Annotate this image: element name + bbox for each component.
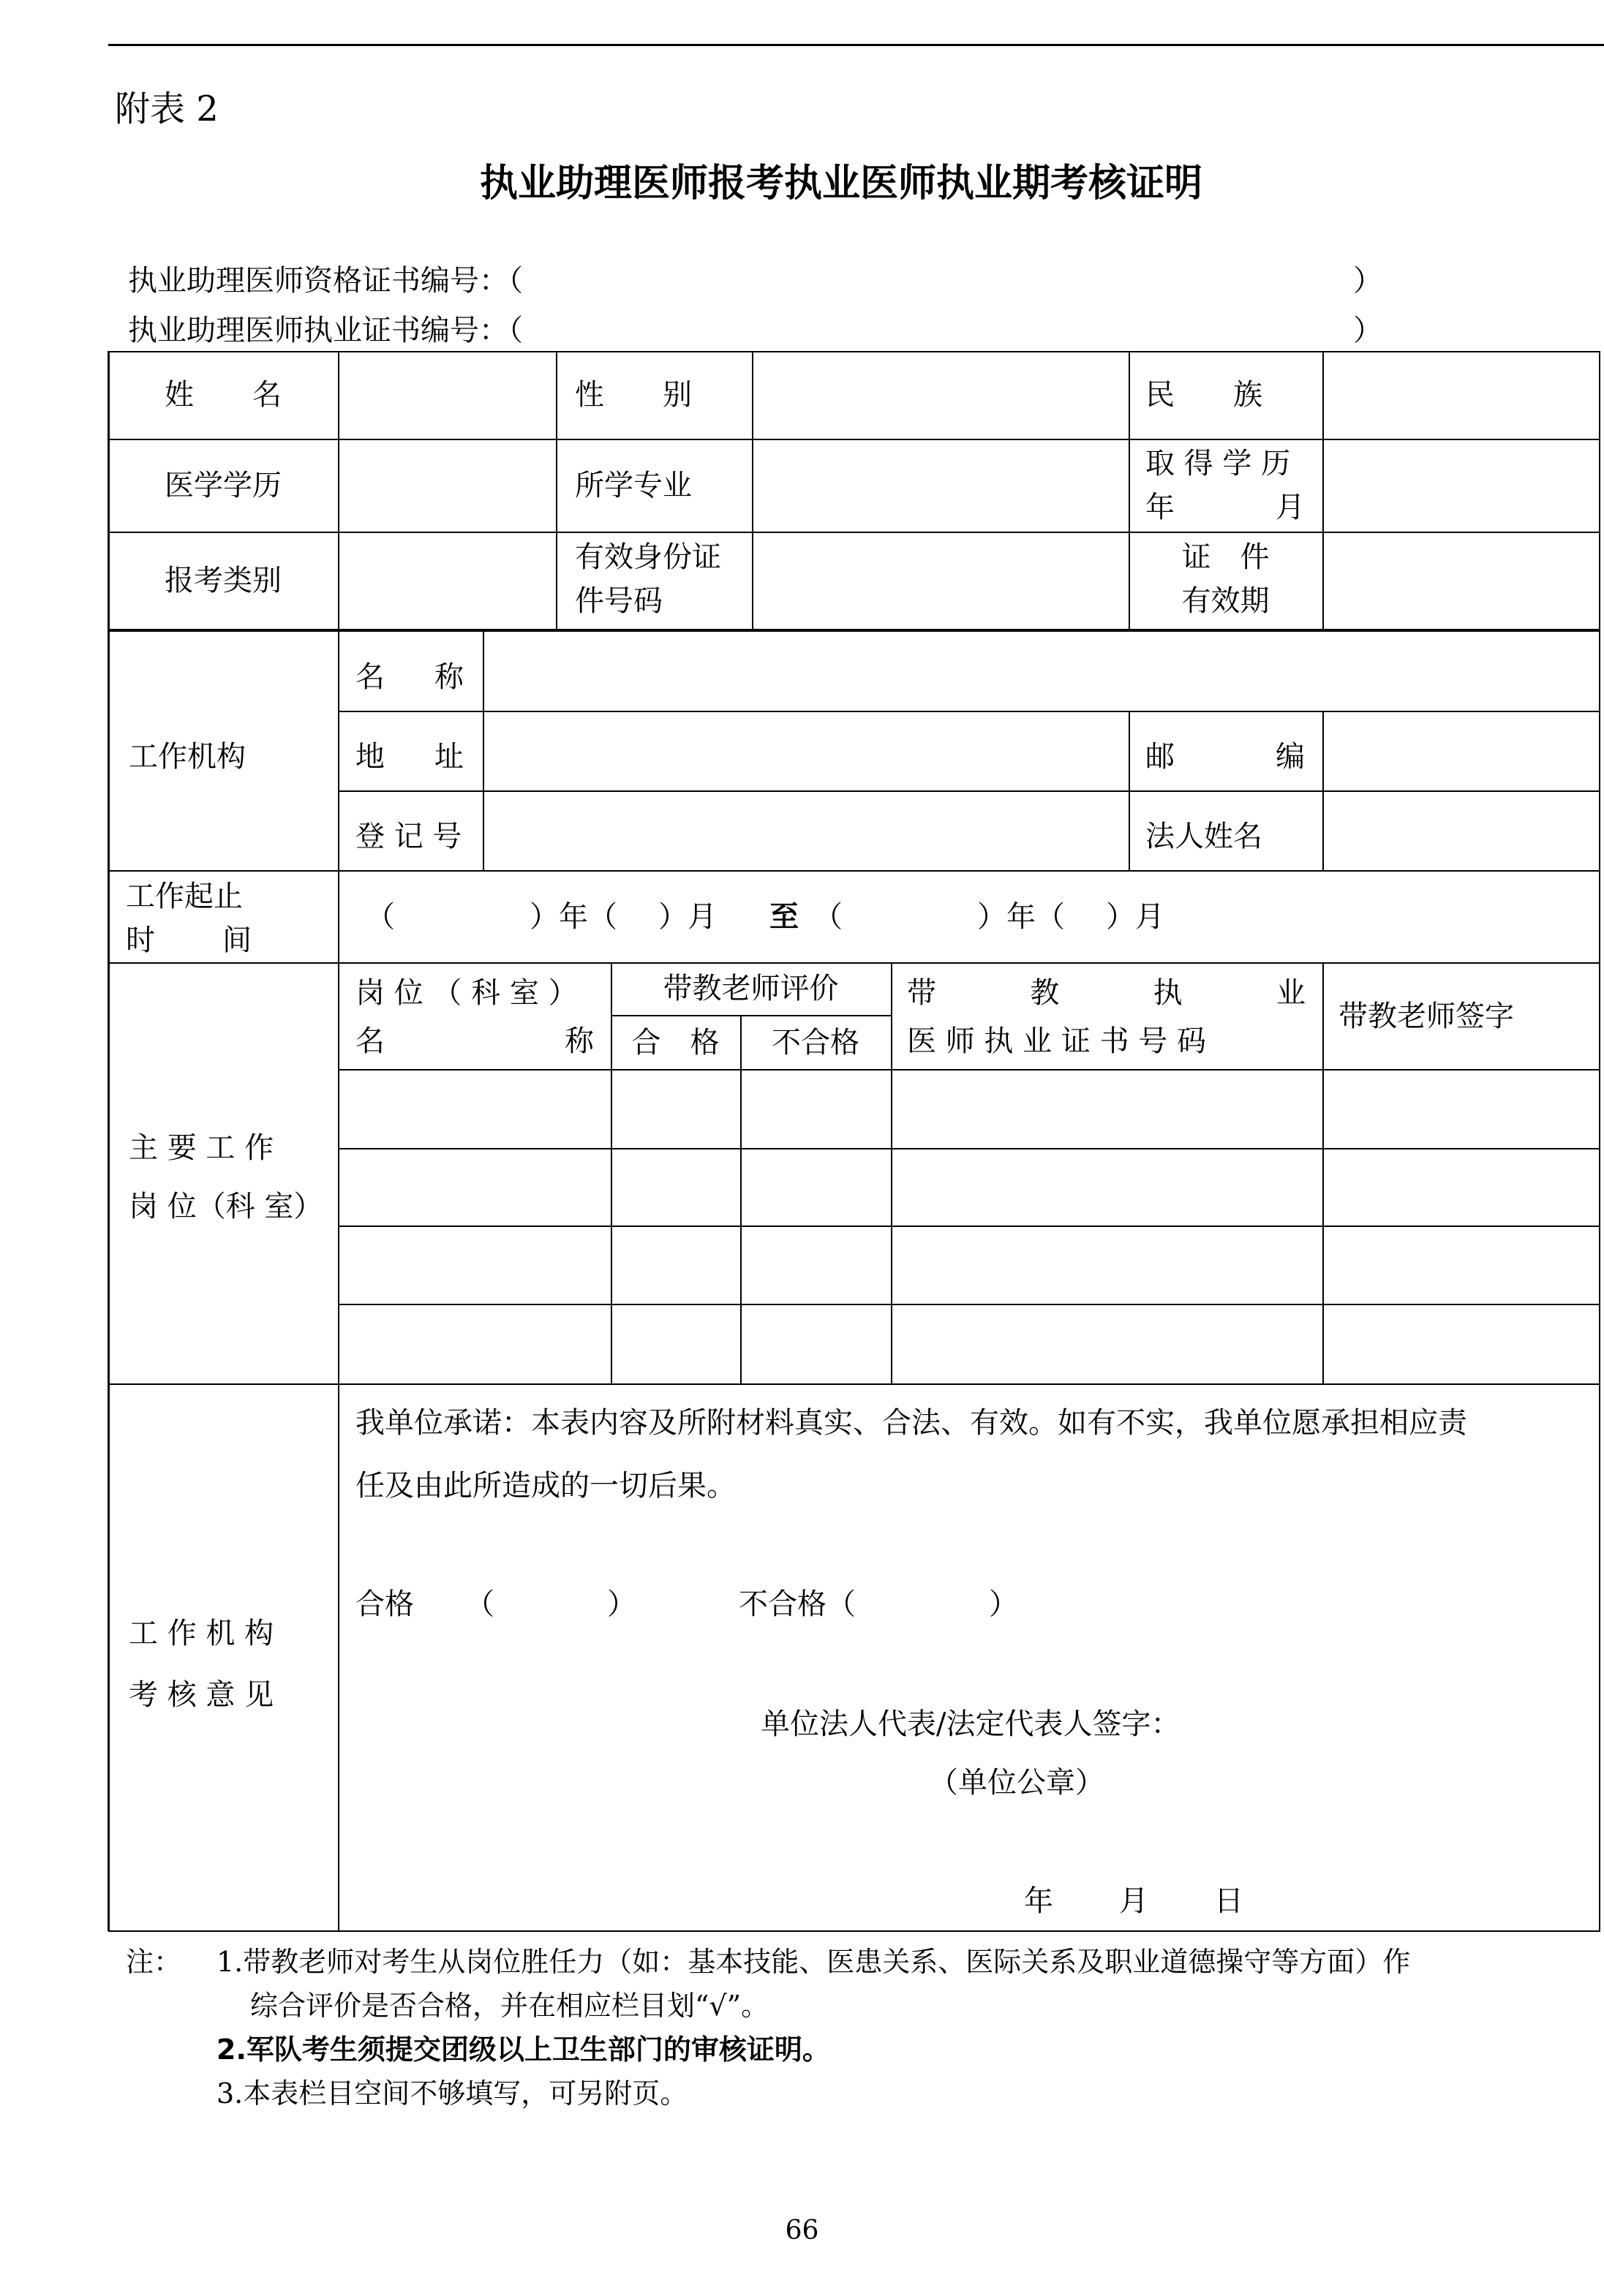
row-line <box>338 1226 1600 1227</box>
char: 称 <box>434 660 464 694</box>
col-fail: 不合格 <box>772 1026 859 1060</box>
col-line <box>483 629 484 870</box>
col-pass: 合 格 <box>631 1026 720 1060</box>
id-valid-label-line2: 有效期 <box>1181 584 1270 618</box>
row-line <box>108 439 1600 440</box>
pledge-line1: 我单位承诺：本表内容及所附材料真实、合法、有效。如有不实，我单位愿承担相应责 <box>355 1406 1467 1440</box>
char: 称 <box>565 1024 594 1058</box>
row-line <box>108 629 1600 632</box>
note-1-line2: 综合评价是否合格，并在相应栏目划“√”。 <box>250 1990 769 2022</box>
period-label-line2 <box>126 920 252 961</box>
col-line <box>891 962 892 1383</box>
date-day: 日 <box>1214 1884 1243 1918</box>
period-month-2: ）月 <box>1106 900 1164 934</box>
fail-option-label: 不合格（ <box>739 1587 856 1621</box>
gender-label: 性 别 <box>575 378 692 412</box>
note-2: 2.军队考生须提交团级以上卫生部门的审核证明。 <box>216 2033 830 2066</box>
row-line <box>338 711 1600 712</box>
col-license-line2: 医 师 执 业 证 书 号 码 <box>907 1024 1207 1058</box>
exam-category-label: 报考类别 <box>165 564 282 597</box>
form-title: 执业助理医师报考执业医师执业期考核证明 <box>479 162 1202 205</box>
pass-option-label: 合格 <box>355 1587 414 1621</box>
row-line <box>338 1069 1600 1070</box>
col-license-line1 <box>907 973 1306 1013</box>
col-post-name-line2 <box>355 1021 594 1062</box>
char: 名 <box>355 660 385 694</box>
top-rule <box>108 44 1604 46</box>
row-line <box>108 962 1600 964</box>
table-border-bottom <box>108 1930 1600 1932</box>
degree-date-label-line1: 取 得 学 历 <box>1145 447 1291 480</box>
period-to: 至 <box>769 900 799 934</box>
practice-cert-close: ） <box>1353 314 1382 347</box>
name-label: 姓 名 <box>165 378 282 412</box>
fail-option-close: ） <box>989 1587 1018 1621</box>
unit-seal: （单位公章） <box>929 1766 1104 1800</box>
col-post-name-line1: 岗 位 （ 科 室 ） <box>355 976 578 1010</box>
legal-person-label: 法人姓名 <box>1145 820 1262 853</box>
registration-number-label: 登 记 号 <box>355 820 462 853</box>
qualification-cert-label: 执业助理医师资格证书编号：（ <box>128 264 523 298</box>
col-line <box>338 962 339 1383</box>
review-label-line2: 考 核 意 见 <box>129 1678 274 1712</box>
char: 执 <box>1153 976 1183 1010</box>
annex-label: 附表 2 <box>115 88 219 129</box>
col-line <box>338 1383 339 1930</box>
education-label: 医学学历 <box>165 469 282 502</box>
row-line <box>338 790 1600 792</box>
col-line <box>1322 962 1324 1383</box>
row-line <box>108 1383 1600 1385</box>
char: 地 <box>355 740 385 774</box>
col-line <box>740 1015 742 1383</box>
char: 带 <box>907 976 936 1010</box>
postcode-label <box>1145 736 1305 777</box>
period-label-line1: 工作起止 <box>126 880 243 913</box>
period-month-1: ）月 <box>658 900 717 934</box>
workplace-address-label <box>355 736 464 777</box>
period-year-1: ）年（ <box>530 900 617 934</box>
posts-label-line1: 主 要 工 作 <box>129 1131 274 1165</box>
char: 邮 <box>1145 740 1175 774</box>
col-line <box>752 351 753 629</box>
char: 编 <box>1276 740 1305 774</box>
legal-rep-signature: 单位法人代表/法定代表人签字： <box>761 1707 1181 1741</box>
pass-option-close: ） <box>607 1587 636 1621</box>
posts-label-line2: 岗 位（科 室） <box>129 1190 323 1223</box>
period-paren-1: （ <box>366 900 395 934</box>
workplace-label: 工作机构 <box>129 740 246 774</box>
degree-date-year: 年 <box>1145 491 1175 524</box>
ethnicity-label: 民 族 <box>1145 378 1262 412</box>
col-line <box>338 870 339 962</box>
col-teacher-signature: 带教老师签字 <box>1338 1000 1514 1033</box>
degree-date-month: 月 <box>1276 491 1305 524</box>
char: 址 <box>434 740 464 774</box>
char: 教 <box>1030 976 1060 1010</box>
practice-cert-label: 执业助理医师执业证书编号：（ <box>128 314 523 347</box>
col-line <box>1322 351 1324 629</box>
col-line <box>1129 711 1130 870</box>
review-label-line1: 工 作 机 构 <box>129 1617 274 1650</box>
workplace-name-label <box>355 657 464 698</box>
col-line <box>556 351 557 629</box>
col-line <box>338 629 339 870</box>
page-number: 66 <box>785 2216 819 2246</box>
id-number-label-line2: 件号码 <box>575 584 663 618</box>
degree-date-label-line2 <box>1145 487 1305 528</box>
qualification-cert-close: ） <box>1353 264 1382 298</box>
char: 业 <box>1276 976 1306 1010</box>
row-line <box>338 1304 1600 1305</box>
id-number-label-line1: 有效身份证 <box>575 540 721 574</box>
char: 时 <box>126 924 155 957</box>
table-border-right <box>1599 351 1600 1931</box>
notes-prefix: 注： <box>126 1946 182 1978</box>
row-line <box>108 870 1600 872</box>
char: 名 <box>355 1024 385 1058</box>
note-1-line1: 1.带教老师对考生从岗位胜任力（如：基本技能、医患关系、医际关系及职业道德操守等方面）作 <box>216 1946 1411 1978</box>
period-year-2: ）年（ <box>977 900 1065 934</box>
row-line <box>338 1148 1600 1149</box>
col-teacher-evaluation: 带教老师评价 <box>663 972 839 1005</box>
table-border-top <box>108 351 1600 352</box>
id-valid-label-line1: 证 件 <box>1181 540 1270 574</box>
pledge-line2: 任及由此所造成的一切后果。 <box>355 1469 736 1503</box>
char: 间 <box>222 924 252 957</box>
row-line <box>108 532 1600 533</box>
pass-option-open: （ <box>465 1587 494 1621</box>
date-month: 月 <box>1119 1884 1148 1918</box>
note-3: 3.本表栏目空间不够填写，可另附页。 <box>216 2077 688 2110</box>
date-year: 年 <box>1024 1884 1053 1918</box>
col-line <box>338 351 339 629</box>
col-line <box>1322 711 1324 870</box>
row-line <box>611 1015 891 1016</box>
major-label: 所学专业 <box>575 469 692 502</box>
period-paren-2: （ <box>813 900 843 934</box>
